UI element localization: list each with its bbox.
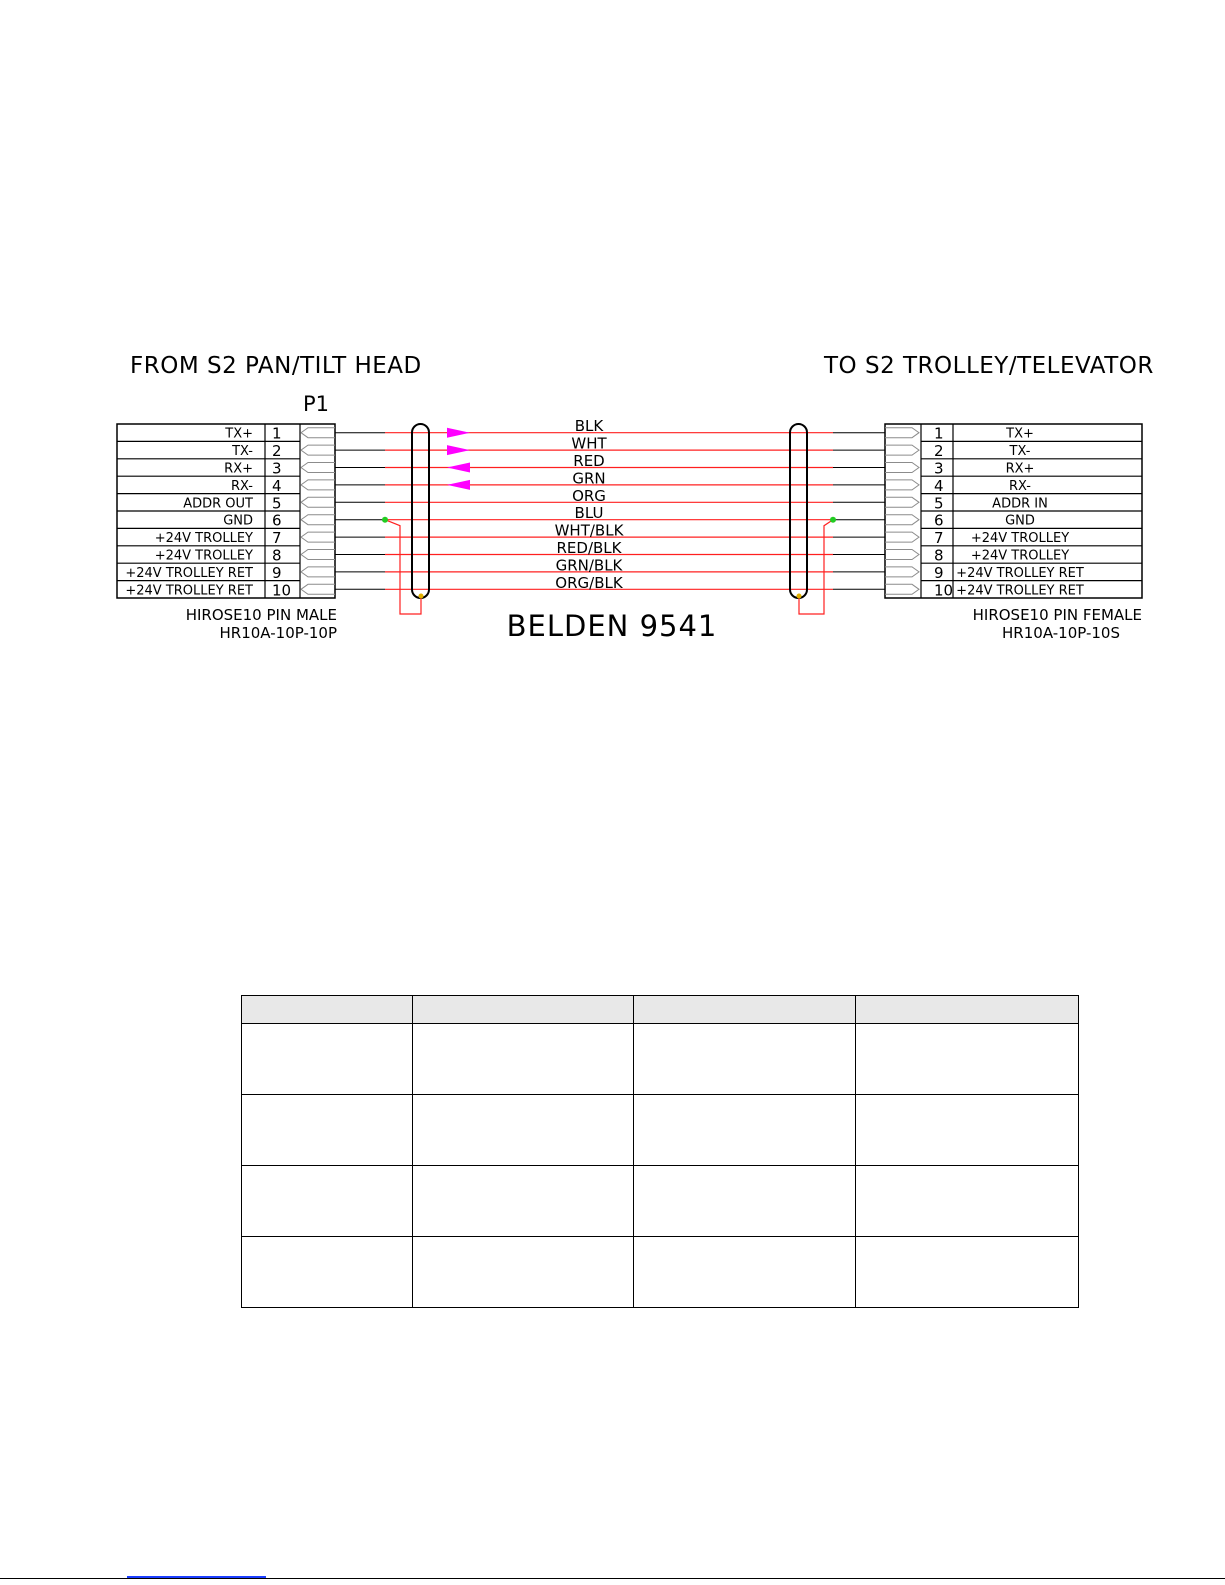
right-pin-number: 1 bbox=[934, 424, 944, 443]
left-signal-label: +24V TROLLEY RET bbox=[125, 583, 253, 599]
table-cell bbox=[242, 1024, 413, 1095]
left-pin-contact bbox=[301, 497, 335, 507]
left-pin-number: 1 bbox=[272, 424, 282, 443]
table-cell bbox=[856, 1095, 1079, 1166]
left-pin-number: 7 bbox=[272, 529, 282, 548]
left-title: FROM S2 PAN/TILT HEAD bbox=[130, 353, 422, 379]
left-pin-number: 9 bbox=[272, 563, 282, 582]
shield-termination-dot bbox=[797, 594, 802, 599]
ground-junction-dot bbox=[830, 517, 836, 523]
table-cell bbox=[242, 1237, 413, 1308]
left-pin-number: 6 bbox=[272, 511, 282, 530]
wire-color-label: BLK bbox=[574, 417, 604, 436]
left-pin-number: 8 bbox=[272, 546, 282, 565]
left-pin-number: 3 bbox=[272, 459, 282, 478]
table-row bbox=[242, 1024, 1079, 1095]
right-signal-label: GND bbox=[1005, 513, 1035, 529]
left-pin-number: 5 bbox=[272, 494, 282, 513]
wire-color-label: ORG/BLK bbox=[555, 573, 623, 592]
right-signal-label: +24V TROLLEY bbox=[970, 531, 1070, 547]
right-signal-label: TX- bbox=[1009, 444, 1031, 460]
left-pin-contact bbox=[301, 515, 335, 525]
table-header-cell bbox=[242, 996, 413, 1024]
right-pin-contact bbox=[885, 480, 919, 490]
footer-rule bbox=[0, 1578, 1225, 1579]
right-connector-type: HIROSE10 PIN FEMALE bbox=[972, 606, 1142, 624]
left-connector-part-number: HR10A-10P-10P bbox=[219, 624, 337, 642]
shield-termination-dot bbox=[419, 594, 424, 599]
wire-color-label: ORG bbox=[572, 486, 606, 505]
left-signal-label: ADDR OUT bbox=[183, 496, 253, 512]
table-header-row bbox=[242, 996, 1079, 1024]
right-signal-label: +24V TROLLEY RET bbox=[956, 583, 1084, 599]
wire-color-label: BLU bbox=[574, 504, 604, 523]
connector-id-label: P1 bbox=[302, 392, 330, 416]
right-signal-label: RX- bbox=[1009, 478, 1031, 494]
left-signal-label: +24V TROLLEY bbox=[154, 548, 253, 564]
wire-color-label: WHT bbox=[571, 434, 607, 453]
table-cell bbox=[413, 1095, 634, 1166]
table-cell bbox=[856, 1024, 1079, 1095]
left-drain-wire bbox=[385, 520, 421, 614]
table-cell bbox=[413, 1237, 634, 1308]
table-cell bbox=[413, 1024, 634, 1095]
left-pin-contact bbox=[301, 428, 335, 438]
ground-junction-dot bbox=[382, 517, 388, 523]
left-pin-contact bbox=[301, 445, 335, 455]
right-connector-part-number: HR10A-10P-10S bbox=[1002, 624, 1120, 642]
wire-color-label: RED/BLK bbox=[556, 539, 622, 557]
left-pin-number: 4 bbox=[272, 476, 282, 495]
right-pin-contact bbox=[885, 445, 919, 455]
table-cell bbox=[634, 1024, 856, 1095]
table-cell bbox=[413, 1166, 634, 1237]
table-header-cell bbox=[856, 996, 1079, 1024]
table-cell bbox=[634, 1166, 856, 1237]
left-pin-number: 10 bbox=[272, 581, 292, 600]
right-pin-contact bbox=[885, 497, 919, 507]
right-signal-label: RX+ bbox=[1005, 461, 1035, 477]
left-signal-label: +24V TROLLEY bbox=[154, 531, 253, 547]
left-pin-number: 2 bbox=[272, 442, 282, 461]
table-cell bbox=[856, 1166, 1079, 1237]
wiring-diagram bbox=[0, 0, 1225, 700]
wire-color-label: RED bbox=[573, 452, 605, 470]
right-pin-contact bbox=[885, 584, 919, 594]
right-pin-contact bbox=[885, 567, 919, 577]
left-pin-contact bbox=[301, 480, 335, 490]
table-cell bbox=[242, 1095, 413, 1166]
right-pin-number: 10 bbox=[934, 581, 954, 600]
table-row bbox=[242, 1166, 1079, 1237]
wire-color-label: WHT/BLK bbox=[554, 521, 624, 540]
cable-name: BELDEN 9541 bbox=[506, 609, 718, 643]
right-pin-number: 8 bbox=[934, 546, 944, 565]
right-signal-label: +24V TROLLEY bbox=[970, 548, 1070, 564]
wire-color-label: GRN bbox=[572, 469, 606, 488]
signal-direction-arrow bbox=[447, 428, 470, 438]
left-pin-contact bbox=[301, 463, 335, 473]
left-signal-label: RX+ bbox=[224, 461, 253, 477]
right-pin-number: 7 bbox=[934, 529, 944, 548]
wire-color-label: GRN/BLK bbox=[555, 556, 623, 575]
left-pin-contact bbox=[301, 532, 335, 542]
right-signal-label: ADDR IN bbox=[992, 496, 1048, 512]
right-pin-contact bbox=[885, 550, 919, 560]
right-title: TO S2 TROLLEY/TELEVATOR bbox=[824, 353, 1154, 379]
left-signal-label: RX- bbox=[231, 478, 253, 494]
right-pin-contact bbox=[885, 428, 919, 438]
right-signal-label: +24V TROLLEY RET bbox=[956, 565, 1084, 581]
left-signal-label: +24V TROLLEY RET bbox=[125, 565, 253, 581]
right-pin-contact bbox=[885, 463, 919, 473]
table-cell bbox=[634, 1095, 856, 1166]
right-drain-wire bbox=[799, 520, 833, 614]
signal-direction-arrow bbox=[447, 445, 470, 455]
signal-direction-arrow bbox=[447, 480, 470, 490]
right-pin-contact bbox=[885, 532, 919, 542]
right-pin-number: 9 bbox=[934, 563, 944, 582]
signal-direction-arrow bbox=[447, 463, 470, 473]
right-signal-label: TX+ bbox=[1006, 426, 1034, 442]
left-pin-contact bbox=[301, 584, 335, 594]
right-pin-contact bbox=[885, 515, 919, 525]
table-cell bbox=[242, 1166, 413, 1237]
left-signal-label: TX- bbox=[232, 444, 253, 460]
right-pin-number: 5 bbox=[934, 494, 944, 513]
right-pin-number: 4 bbox=[934, 476, 944, 495]
table-cell bbox=[634, 1237, 856, 1308]
right-pin-number: 3 bbox=[934, 459, 944, 478]
left-signal-label: TX+ bbox=[225, 426, 253, 442]
table-header-cell bbox=[634, 996, 856, 1024]
right-pin-number: 2 bbox=[934, 442, 944, 461]
table-row bbox=[242, 1095, 1079, 1166]
left-pin-contact bbox=[301, 550, 335, 560]
right-pin-number: 6 bbox=[934, 511, 944, 530]
table-row bbox=[242, 1237, 1079, 1308]
table-cell bbox=[856, 1237, 1079, 1308]
blank-table bbox=[241, 995, 1079, 1308]
left-pin-contact bbox=[301, 567, 335, 577]
left-connector-type: HIROSE10 PIN MALE bbox=[185, 606, 337, 624]
table-header-cell bbox=[413, 996, 634, 1024]
left-signal-label: GND bbox=[223, 513, 253, 529]
footnote-link[interactable] bbox=[127, 1576, 266, 1578]
